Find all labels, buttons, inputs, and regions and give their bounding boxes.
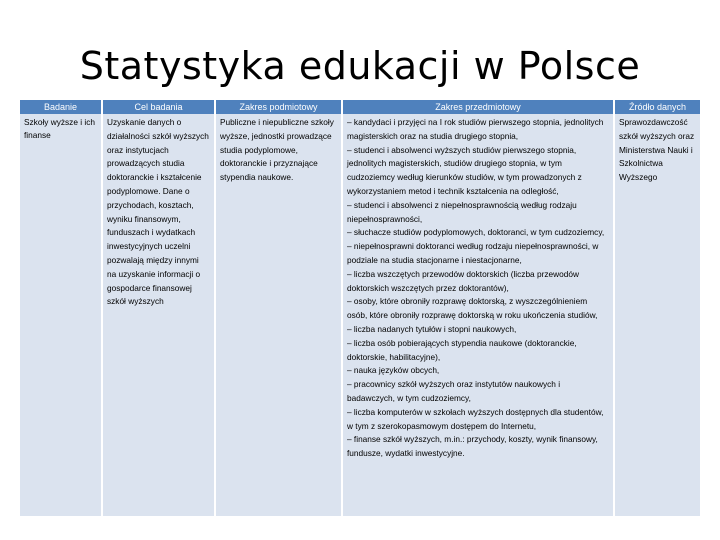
cell-cel-badania: Uzyskanie danych o działalności szkół wyższych oraz instytucjach prowadzących studia doktoranckie i kształcenie podyplomowe. Dane o przychodach, kosztach, wyniku finansowym, funduszach i wydatkach inwestycyjnych uczelni pozwalają między innymi na uzyskanie informacji o gospodarce finansowej szkół wyższych xyxy=(103,114,214,516)
cell-badanie: Szkoły wyższe i ich finanse xyxy=(20,114,101,516)
header-zrodlo-danych: Źródło danych xyxy=(615,100,700,114)
column-cel-badania xyxy=(103,100,214,516)
cell-zrodlo-danych: Sprawozdawczość szkół wyższych oraz Ministerstwa Nauki i Szkolnictwa Wyższego xyxy=(615,114,700,516)
slide-title: Statystyka edukacji w Polsce xyxy=(79,44,641,88)
header-zakres-przedmiotowy: Zakres przedmiotowy xyxy=(343,100,613,114)
column-badanie xyxy=(20,100,101,516)
cell-zakres-przedmiotowy: – kandydaci i przyjęci na I rok studiów pierwszego stopnia, jednolitych magisterskich oraz na studia drugiego stopnia, – studenci i absolwenci wyższych studiów pierwszego stopnia, jednolitych magisterskich, studiów drugiego stopnia, w tym cudzoziemcy według kierunków studiów, w tym prowadzonych z wykorzystaniem metod i technik kształcenia na odległość, – studenci i absolwenci z niepełnosprawnością według rodzaju niepełnosprawności, – słuchacze studiów podyplomowych, doktoranci, w tym cudzoziemcy, – niepełnosprawni doktoranci według rodzaju niepełnosprawności, w podziale na studia stacjonarne i niestacjonarne, – liczba wszczętych przewodów doktorskich (liczba przewodów doktorskich wszczętych przez doktorantów), – osoby, które obroniły rozprawę doktorską, z wyszczególnieniem osób, które obroniły rozprawę doktorską w roku ukończenia studiów, – liczba nadanych tytułów i stopni naukowych, – liczba osób pobierających stypendia naukowe (doktoranckie, doktorskie, habilitacyjne), – nauka języków obcych, – pracownicy szkół wyższych oraz instytutów naukowych i badawczych, w tym cudzoziemcy, – liczba komputerów w szkołach wyższych dostępnych dla studentów, w tym z szerokopasmowym dostępem do Internetu, – finanse szkół wyższych, m.in.: przychody, koszty, wynik finansowy, fundusze, wydatki inwestycyjne. xyxy=(343,114,613,516)
header-cel-badania: Cel badania xyxy=(103,100,214,114)
header-zakres-podmiotowy: Zakres podmiotowy xyxy=(216,100,341,114)
cell-zakres-podmiotowy: Publiczne i niepubliczne szkoły wyższe, jednostki prowadzące studia podyplomowe, doktoranckie i przyznające stypendia naukowe. xyxy=(216,114,341,516)
column-zrodlo-danych xyxy=(615,100,700,516)
header-badanie: Badanie xyxy=(20,100,101,114)
column-zakres-przedmiotowy xyxy=(343,100,613,516)
info-table xyxy=(20,100,700,516)
column-zakres-podmiotowy xyxy=(216,100,341,516)
